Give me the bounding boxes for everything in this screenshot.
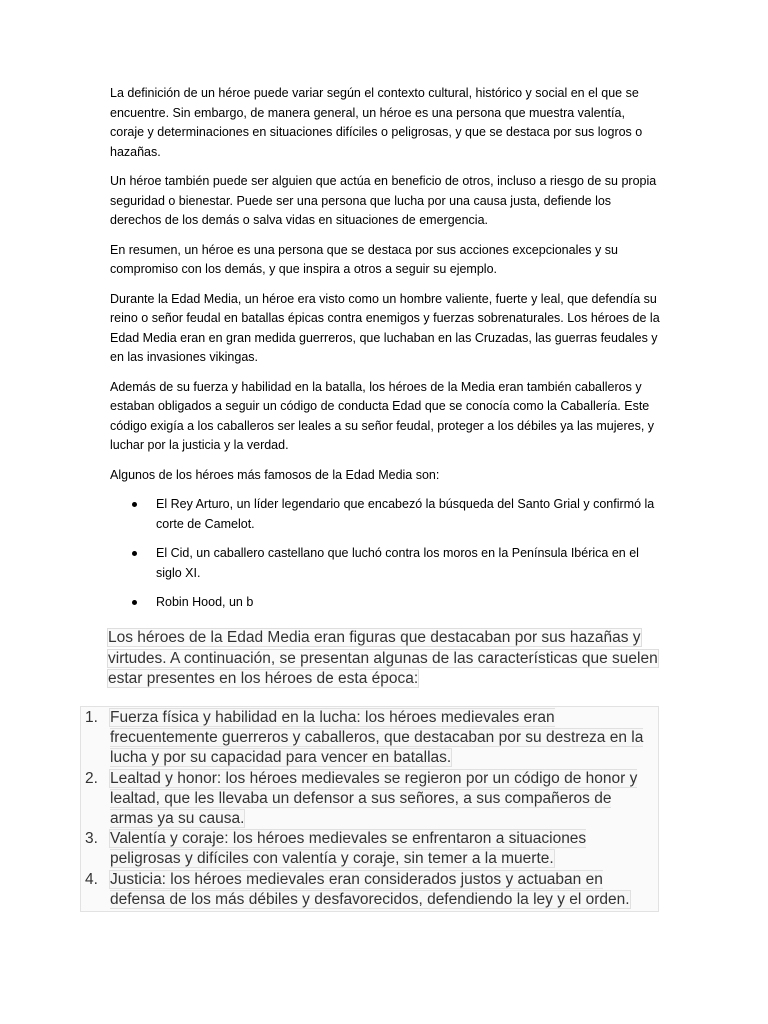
bullet-icon xyxy=(132,600,137,605)
bullet-icon xyxy=(132,502,137,507)
list-number: 2. xyxy=(85,769,98,787)
list-item-text: El Cid, un caballero castellano que luchó contra los moros en la Península Ibérica en el siglo XI. xyxy=(156,546,639,580)
paragraph: Durante la Edad Media, un héroe era visto como un hombre valiente, fuerte y leal, que defendía su reino o señor feudal en batallas épicas contra enemigos y fuerzas sobrenaturales. Los héroes de la Edad Media eran en gran medida guerreros, que luchaban en las Cruzadas, las guerras feudales y en las invasiones vikingas. xyxy=(110,291,660,364)
document-body xyxy=(110,84,660,623)
paragraph: En resumen, un héroe es una persona que se destaca por sus acciones excepcionales y su compromiso con los demás, y que inspira a otros a seguir su ejemplo. xyxy=(110,242,618,276)
list-item-text: Justicia: los héroes medievales eran considerados justos y actuaban en defensa de los más débiles y desfavorecidos, defendiendo la ley y el orden. xyxy=(110,870,630,908)
list-item-text: Fuerza física y habilidad en la lucha: los héroes medievales eran frecuentemente guerreros y caballeros, que destacaban por su destreza en la lucha y por su capacidad para vencer en batallas. xyxy=(110,709,644,767)
list-item xyxy=(81,769,658,830)
heroes-bullet-list xyxy=(110,495,660,613)
pasted-intro-block xyxy=(108,628,660,690)
list-item xyxy=(110,544,660,583)
list-item-text: Robin Hood, un b xyxy=(156,595,254,609)
intro-line: estar presentes en los héroes de esta época: xyxy=(108,670,419,687)
characteristics-list xyxy=(81,708,658,910)
paragraph: La definición de un héroe puede variar según el contexto cultural, histórico y social en el que se encuentre. Sin embargo, de manera general, un héroe es una persona que muestra valentía, coraje y determinaciones en situaciones difíciles o peligrosas, y que se destaca por sus logros o hazañas. xyxy=(110,86,643,159)
list-item xyxy=(110,593,660,613)
paragraph: Un héroe también puede ser alguien que actúa en beneficio de otros, incluso a riesgo de su propia seguridad o bienestar. Puede ser una persona que lucha por una causa justa, defiende los derechos de los demás o salva vidas en situaciones de emergencia. xyxy=(110,174,657,227)
list-number: 1. xyxy=(85,709,98,726)
list-item-text: El Rey Arturo, un líder legendario que encabezó la búsqueda del Santo Grial y confirmó la corte de Camelot. xyxy=(156,497,655,531)
list-number: 4. xyxy=(85,870,98,888)
list-item-text: Lealtad y honor: los héroes medievales se regieron por un código de honor y lealtad, que les llevaba un defensor a sus señores, a sus compañeros de armas ya su causa. xyxy=(110,769,638,828)
list-number: 3. xyxy=(85,830,98,848)
paragraph: Algunos de los héroes más famosos de la Edad Media son: xyxy=(110,467,440,482)
list-item xyxy=(81,708,658,769)
bullet-icon xyxy=(132,551,137,556)
list-item xyxy=(81,829,658,869)
list-item xyxy=(110,495,660,534)
intro-line: virtudes. A continuación, se presentan algunas de las características que suelen xyxy=(108,649,658,667)
list-item xyxy=(81,870,658,910)
intro-line: Los héroes de la Edad Media eran figuras que destacaban por sus hazañas y xyxy=(108,629,641,646)
paragraph: Además de su fuerza y habilidad en la batalla, los héroes de la Media eran también caballeros y estaban obligados a seguir un código de conducta Edad que se conocía como la Caballería. Este código exigía a los caballeros ser leales a su señor feudal, proteger a los débiles ya las mujeres, y luchar por la justicia y la verdad. xyxy=(110,379,655,452)
list-item-text: Valentía y coraje: los héroes medievales se enfrentaron a situaciones peligrosas y difíciles con valentía y coraje, sin temer a la muerte. xyxy=(110,830,587,868)
characteristics-list-block xyxy=(80,706,659,912)
